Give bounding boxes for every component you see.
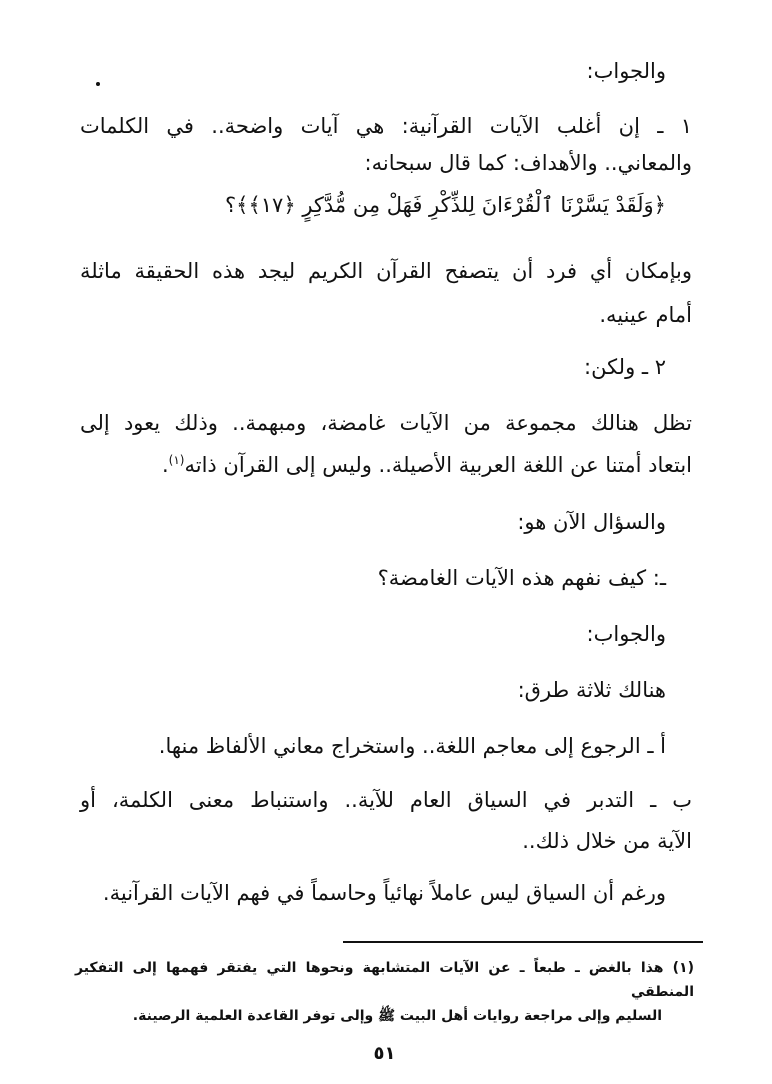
- paragraph-possibility-line2: أمام عينيه.: [599, 303, 692, 327]
- footnote-line2: السليم وإلى مراجعة روايات أهل البيت ﷺ وإلى توفر القاعدة العلمية الرصينة.: [132, 1008, 662, 1024]
- paragraph-three-ways: هنالك ثلاثة طرق:: [517, 678, 666, 702]
- body-text: [80, 56, 692, 908]
- list-item-b-line1: ب ـ التدبر في السياق العام للآية.. واستنباط معنى الكلمة، أو: [80, 788, 692, 812]
- page-number: ٥١: [373, 1043, 396, 1064]
- list-item-a: أ ـ الرجوع إلى معاجم اللغة.. واستخراج معاني الألفاظ منها.: [158, 734, 666, 758]
- paragraph-possibility-line1: وبإمكان أي فرد أن يتصفح القرآن الكريم ليجد هذه الحقيقة ماثلة: [80, 259, 692, 283]
- list-item-b-line2: الآية من خلال ذلك..: [522, 829, 692, 853]
- paragraph-question-heading: والسؤال الآن هو:: [517, 510, 666, 534]
- quran-verse: ﴿وَلَقَدْ يَسَّرْنَا ٱلْقُرْءَانَ لِلذِّكْرِ فَهَلْ مِن مُّدَّكِرٍ ﴿١٧﴾﴾؟: [225, 193, 666, 217]
- paragraph-ambiguous-line1: تظل هنالك مجموعة من الآيات غامضة، ومبهمة.. وذلك يعود إلى: [80, 411, 692, 435]
- paragraph-point1-line1: ١ ـ إن أغلب الآيات القرآنية: هي آيات واضحة.. في الكلمات: [80, 114, 692, 138]
- paragraph-answer-heading: والجواب:: [586, 59, 666, 83]
- paragraph-point2-heading: ٢ ـ ولكن:: [584, 355, 666, 379]
- paragraph-ambiguous-line2: ابتعاد أمتنا عن اللغة العربية الأصيلة.. وليس إلى القرآن ذاته$^{(١)}$.: [161, 453, 692, 477]
- paragraph-context: ورغم أن السياق ليس عاملاً نهائياً وحاسماً في فهم الآيات القرآنية.: [102, 881, 666, 905]
- text: ابتعاد أمتنا عن اللغة العربية الأصيلة.. وليس إلى القرآن ذاته: [184, 453, 692, 477]
- footnote-area: [75, 941, 694, 1066]
- footnote-divider: [343, 941, 703, 943]
- paragraph-point1-line2: والمعاني.. والأهداف: كما قال سبحانه:: [364, 151, 692, 175]
- footnote-line1: (١) هذا بالغض ـ طبعاً ـ عن الآيات المتشابهة ونحوها التي يفتقر فهمها إلى التفكير المنطقي: [75, 960, 694, 1000]
- paragraph-question: ـ: كيف نفهم هذه الآيات الغامضة؟: [377, 566, 666, 590]
- paragraph-answer-heading-2: والجواب:: [586, 622, 666, 646]
- footnote-reference: (١): [168, 453, 185, 467]
